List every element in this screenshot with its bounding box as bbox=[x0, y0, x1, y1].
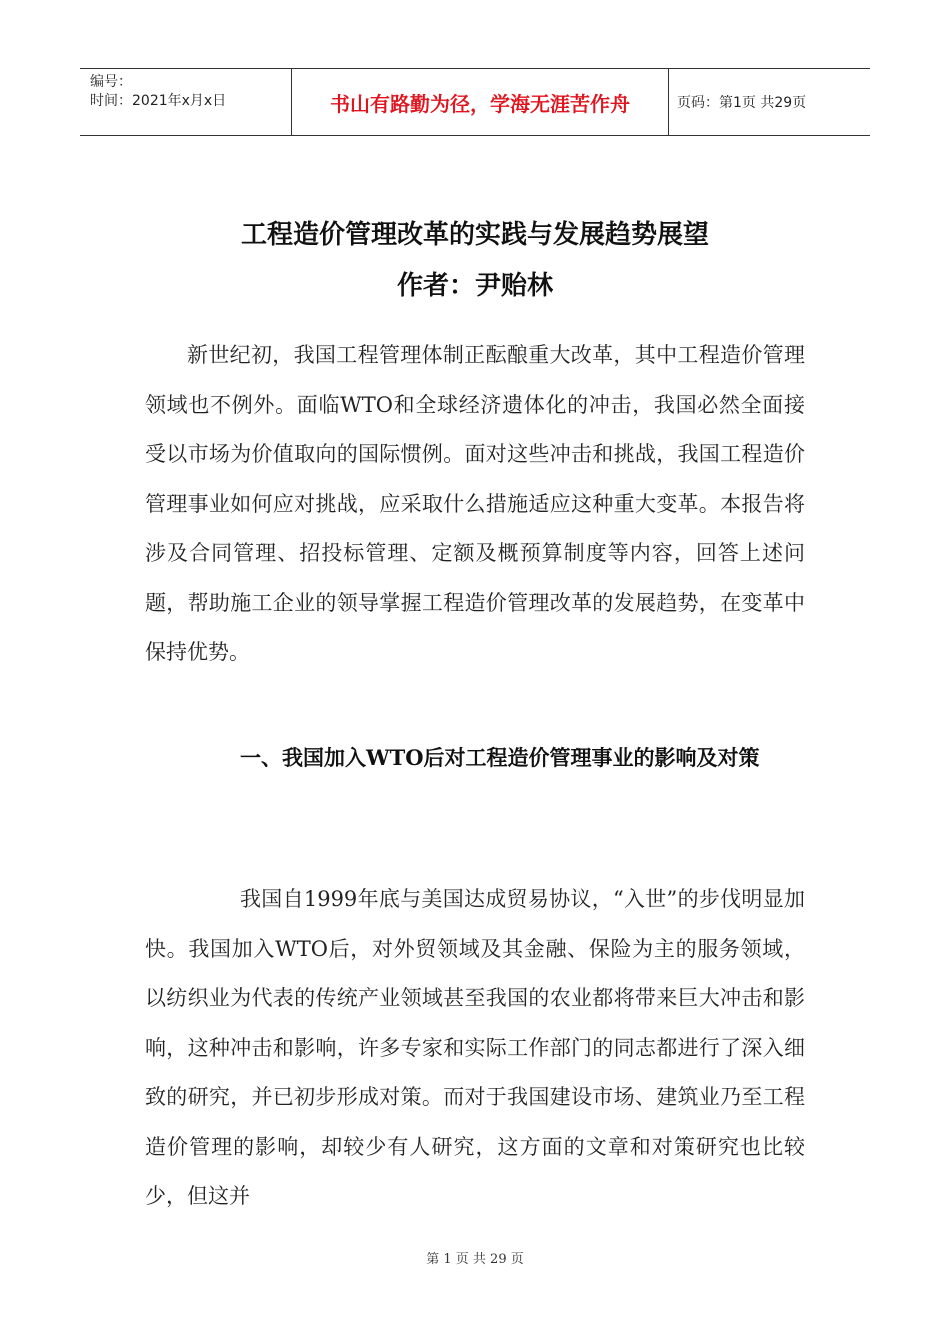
motto-text: 书山有路勤为径，学海无涯苦作舟 bbox=[330, 91, 630, 116]
header-meta-cell bbox=[80, 69, 292, 136]
intro-paragraph: 新世纪初，我国工程管理体制正酝酿重大改革，其中工程造价管理领域也不例外。面临WTO和全球经济遗体化的冲击，我国必然全面接受以市场为价值取向的国际惯例。面对这些冲击和挑战，我国工程造价管理事业如何应对挑战，应采取什么措施适应这种重大变革。本报告将涉及合同管理、招投标管理、定额及概预算制度等内容，回答上述问题，帮助施工企业的领导掌握工程造价管理改革的发展趋势，在变革中保持优势。 bbox=[145, 343, 805, 664]
section-heading: 一、我国加入WTO后对工程造价管理事业的影响及对策 bbox=[240, 745, 760, 770]
page-info: 页码：第1页 共29页 bbox=[677, 95, 807, 111]
number-label: 编号： bbox=[90, 74, 132, 90]
document-author: 作者：尹贻林 bbox=[396, 271, 553, 301]
header-page-cell bbox=[669, 69, 871, 136]
document-title: 工程造价管理改革的实践与发展趋势展望 bbox=[240, 220, 709, 250]
header-motto-cell bbox=[292, 69, 669, 136]
page-footer: 第 1 页 共 29 页 bbox=[426, 1252, 524, 1267]
time-label: 时间：2021年x月x日 bbox=[90, 93, 227, 109]
section-body-paragraph: 我国自1999年底与美国达成贸易协议，“入世”的步伐明显加快。我国加入WTO后，对外贸领域及其金融、保险为主的服务领域，以纺织业为代表的传统产业领域甚至我国的农业都将带来巨大冲击和影响，这种冲击和影响，许多专家和实际工作部门的同志都进行了深入细致的研究，并已初步形成对策。而对于我国建设市场、建筑业乃至工程造价管理的影响，却较少有人研究，这方面的文章和对策研究也比较少，但这并 bbox=[145, 887, 805, 1208]
document-header-table bbox=[80, 68, 870, 136]
